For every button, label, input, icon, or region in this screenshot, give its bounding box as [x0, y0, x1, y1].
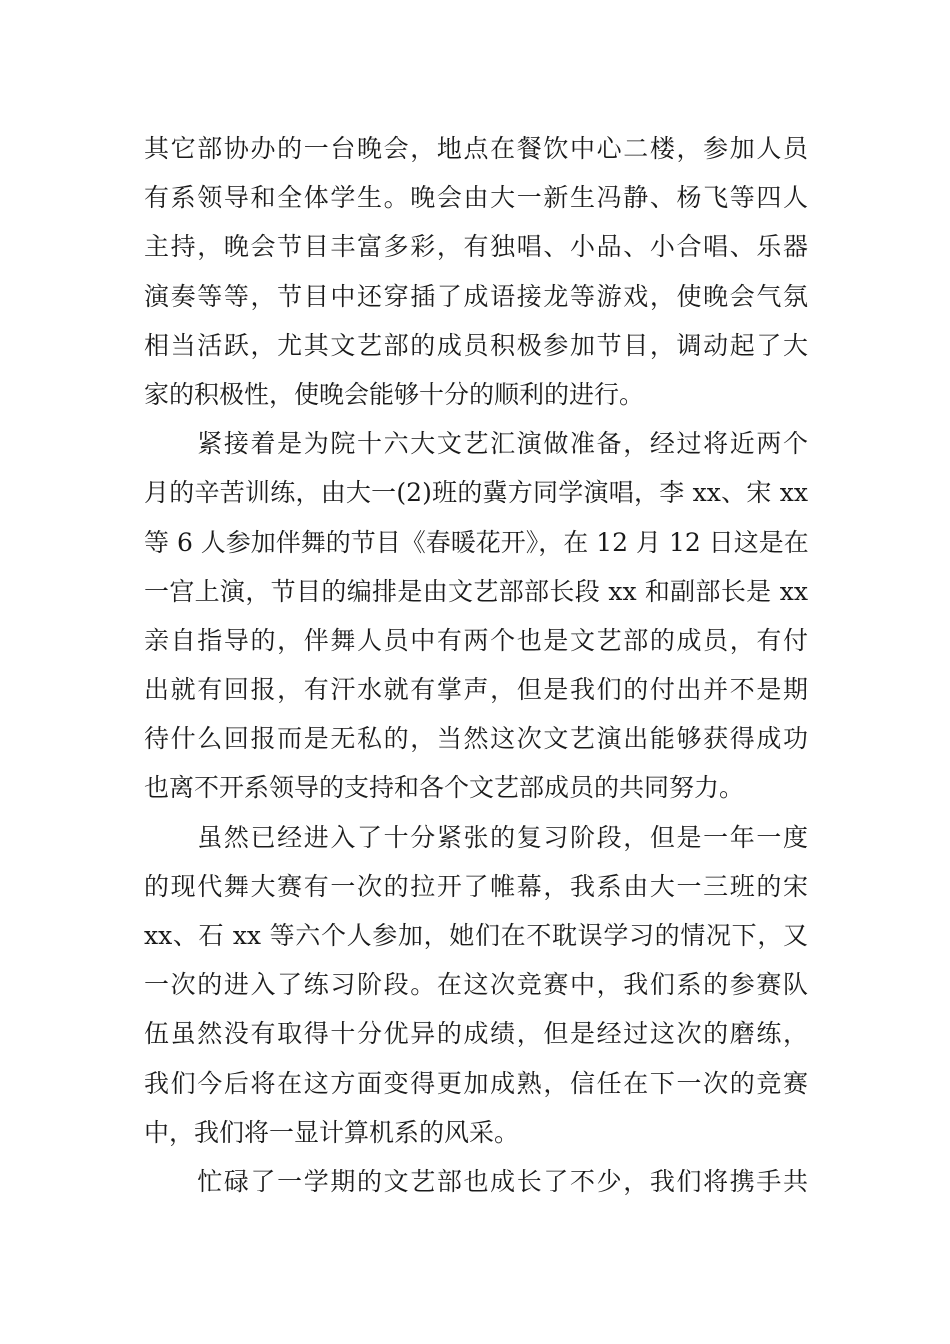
text-line: 其它部协办的一台晚会，地点在餐饮中心二楼，参加人员: [144, 134, 808, 163]
text-line: 紧接着是为院十六大文艺汇演做准备，经过将近两个: [144, 429, 808, 459]
text-line: 出就有回报，有汗水就有掌声，但是我们的付出并不是期: [144, 675, 808, 705]
text-line: xx、石 xx 等六个人参加，她们在不耽误学习的情况下，又: [144, 921, 808, 950]
text-line: 虽然已经进入了十分紧张的复习阶段，但是一年一度: [144, 822, 808, 852]
text-line: 亲自指导的，伴舞人员中有两个也是文艺部的成员，有付: [144, 625, 808, 655]
text-line: 的现代舞大赛有一次的拉开了帷幕，我系由大一三班的宋: [144, 871, 808, 901]
text-line: 一宫上演，节目的编排是由文艺部部长段 xx 和副部长是 xx: [144, 576, 808, 606]
text-line: 忙碌了一学期的文艺部也成长了不少，我们将携手共: [144, 1166, 808, 1196]
text-line: 中，我们将一显计算机系的风采。: [144, 1117, 520, 1147]
text-line: 一次的进入了练习阶段。在这次竞赛中，我们系的参赛队: [144, 970, 808, 1000]
text-line: 主持，晚会节目丰富多彩，有独唱、小品、小合唱、乐器: [144, 232, 808, 262]
text-line: 待什么回报而是无私的，当然这次文艺演出能够获得成功: [144, 724, 808, 754]
text-line: 我们今后将在这方面变得更加成熟，信任在下一次的竞赛: [144, 1068, 808, 1098]
text-line: 月的辛苦训练，由大一(2)班的冀方同学演唱，李 xx、宋 xx: [144, 478, 808, 508]
text-line: 伍虽然没有取得十分优异的成绩，但是经过这次的磨练，: [144, 1019, 808, 1049]
text-line: 等 6 人参加伴舞的节目《春暖花开》，在 12 月 12 日这是在: [144, 527, 809, 557]
text-line: 演奏等等，节目中还穿插了成语接龙等游戏，使晚会气氛: [144, 281, 808, 311]
text-line: 相当活跃，尤其文艺部的成员积极参加节目，调动起了大: [144, 330, 808, 360]
text-line: 家的积极性，使晚会能够十分的顺利的进行。: [144, 379, 645, 409]
text-line: 也离不开系领导的支持和各个文艺部成员的共同努力。: [144, 773, 745, 803]
text-line: 有系领导和全体学生。晚会由大一新生冯静、杨飞等四人: [144, 183, 808, 213]
body-text: [144, 124, 808, 1206]
